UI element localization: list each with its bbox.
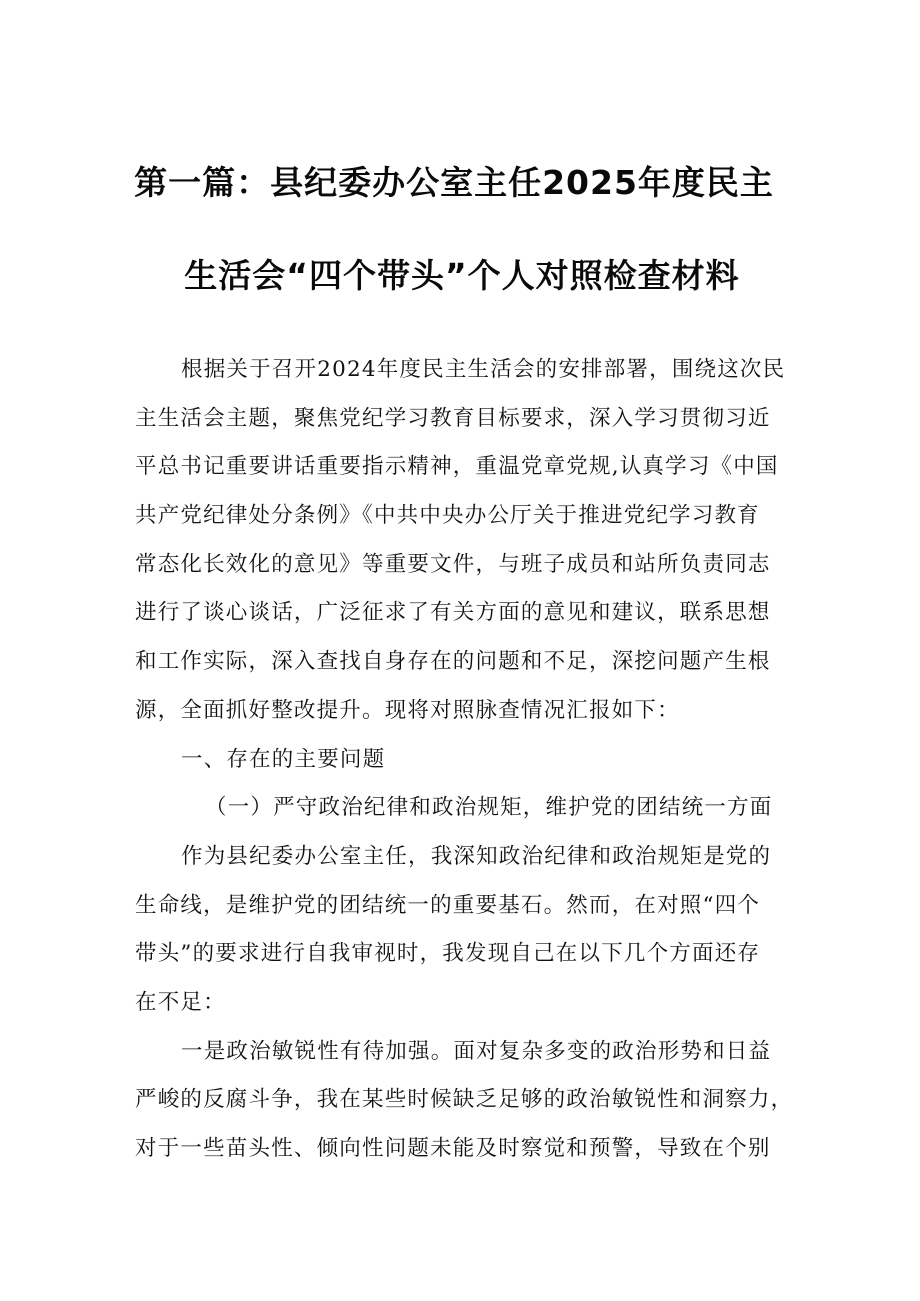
paragraph-line: 常态化长效化的意见》等重要文件，与班子成员和站所负责同志 xyxy=(135,551,771,577)
paragraph-line: 主生活会主题，聚焦党纪学习教育目标要求，深入学习贯彻习近 xyxy=(135,405,771,431)
paragraph-line: 共产党纪律处分条例》《中共中央办公厅关于推进党纪学习教育 xyxy=(135,503,760,529)
paragraph-line: 在不足： xyxy=(135,989,226,1015)
document-title-line-2: 生活会“四个带头”个人对照检查材料 xyxy=(184,256,740,295)
paragraph-line: 源，全面抓好整改提升。现将对照脉查情况汇报如下： xyxy=(135,697,680,723)
paragraph-line: 平总书记重要讲话重要指示精神，重温党章党规,认真学习《中国 xyxy=(135,454,779,480)
paragraph-line: 作为县纪委办公室主任，我深知政治纪律和政治规矩是党的 xyxy=(181,843,772,869)
document-body xyxy=(135,346,795,1174)
paragraph-line: 带头”的要求进行自我审视时，我发现自己在以下几个方面还存 xyxy=(135,941,761,967)
subsection-heading: （一）严守政治纪律和政治规矩，维护党的团结统一方面 xyxy=(205,795,773,821)
paragraph-line: 严峻的反腐斗争，我在某些时候缺乏足够的政治敏锐性和洞察力， xyxy=(135,1087,794,1113)
paragraph-line: 生命线，是维护党的团结统一的重要基石。然而，在对照“四个 xyxy=(135,892,761,918)
paragraph-line: 和工作实际，深入查找自身存在的问题和不足，深挖问题产生根 xyxy=(135,649,771,675)
section-heading: 一、存在的主要问题 xyxy=(181,746,386,772)
paragraph-line: 进行了谈心谈话，广泛征求了有关方面的意见和建议，联系思想 xyxy=(135,600,771,626)
paragraph-line: 一是政治敏锐性有待加强。面对复杂多变的政治形势和日益 xyxy=(181,1038,772,1064)
paragraph-line: 根据关于召开2024年度民主生活会的安排部署，围绕这次民 xyxy=(181,357,786,382)
document-title-line-1: 第一篇：县纪委办公室主任2025年度民主 xyxy=(134,163,774,202)
paragraph-line: 对于一些苗头性、倾向性问题未能及时察觉和预警，导致在个别 xyxy=(135,1136,771,1161)
